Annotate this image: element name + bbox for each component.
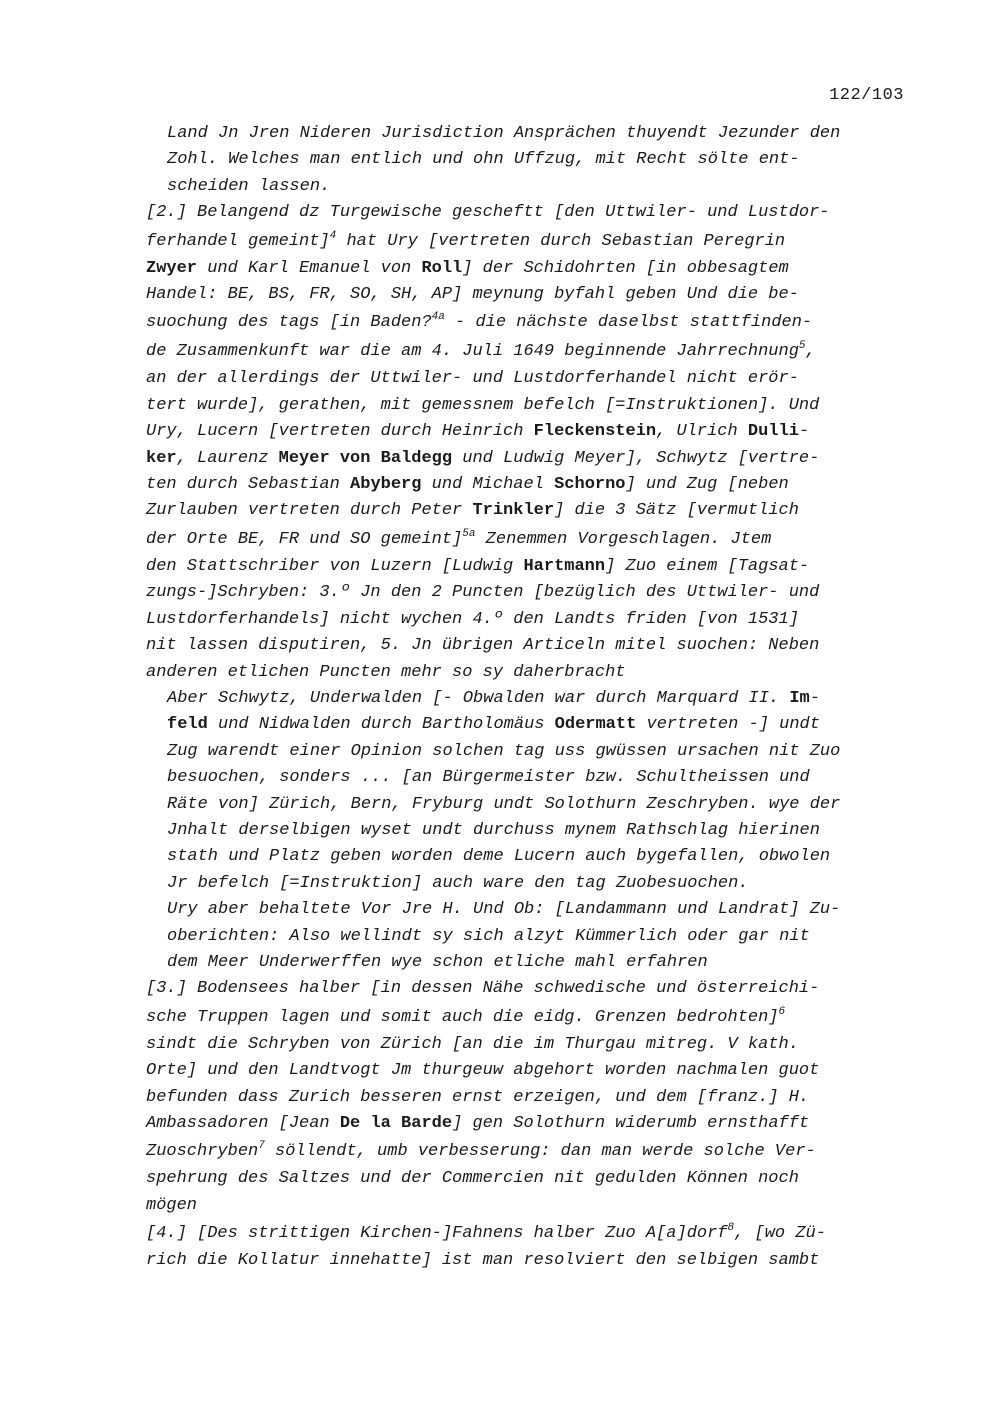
item-3-paragraph — [146, 976, 906, 1219]
text-line: [4.] [Des strittigen Kirchen-]Fahnens halber Zuo A[a]dorf$^8$, [wo Zü- — [146, 1222, 826, 1244]
text-line: befunden dass Zurich besseren ernst erzeigen, und dem [franz.] H. — [146, 1087, 810, 1107]
text-line: Jr befelch [=Instruktion] auch ware den tag Zuobesuochen. — [167, 873, 749, 893]
text-line: Zurlauben vertreten durch Peter Trinkler] die 3 Sätz [vermutlich — [146, 501, 799, 521]
text-line: [2.] Belangend dz Turgewische gescheftt [den Uttwiler- und Lustdor- — [146, 203, 830, 223]
text-line: ferhandel gemeint]$^4$ hat Ury [vertreten durch Sebastian Peregrin — [146, 229, 786, 251]
text-line: Lustdorferhandels] nicht wychen 4.º den Landts friden [von 1531] — [146, 609, 799, 629]
text-line: dem Meer Underwerffen wye schon etliche mahl erfahren — [167, 952, 708, 972]
text-line: ten durch Sebastian Abyberg und Michael Schorno] und Zug [neben — [146, 475, 789, 495]
text-line: Ury, Lucern [vertreten durch Heinrich Fleckenstein, Ulrich Dulli- — [146, 422, 810, 442]
text-line: suochung des tags [in Baden?$^{4a}$ - die nächste daselbst stattfinden- — [146, 311, 813, 333]
text-line: feld und Nidwalden durch Bartholomäus Odermatt vertreten -] undt — [167, 715, 820, 735]
text-line: Zuoschryben$^7$ söllendt, umb verbesserung: dan man werde solche Ver- — [146, 1140, 816, 1162]
text-line: Ambassadoren [Jean De la Barde] gen Solothurn widerumb ernsthafft — [146, 1114, 810, 1133]
text-line: scheiden lassen. — [167, 176, 331, 196]
text-line: Ury aber behaltete Vor Jre H. Und Ob: [Landammann und Landrat] Zu- — [167, 900, 841, 920]
text-line: besuochen, sonders ... [an Bürgermeister bzw. Schultheissen und — [167, 768, 810, 788]
text-line: der Orte BE, FR und SO gemeint]$^{5a}$ Zenemmen Vorgeschlagen. Jtem — [146, 527, 772, 549]
text-line: Orte] und den Landtvogt Jm thurgeuw abgehort worden nachmalen guot — [146, 1061, 820, 1081]
text-line: Handel: BE, BS, FR, SO, SH, AP] meynung byfahl geben Und die be- — [146, 285, 799, 305]
continuation-paragraph — [146, 121, 906, 200]
text-line: sindt die Schryben von Zürich [an die im Thurgau mitreg. V kath. — [146, 1034, 799, 1054]
text-line: ker, Laurenz Meyer von Baldegg und Ludwig Meyer], Schwytz [vertre- — [146, 448, 820, 468]
text-line: Aber Schwytz, Underwalden [- Obwalden war durch Marquard II. Im- — [167, 688, 820, 708]
item-4-paragraph — [146, 1219, 906, 1274]
text-line: Zug warendt einer Opinion solchen tag uss gwüssen ursachen nit Zuo — [167, 741, 841, 761]
document-body — [146, 121, 906, 1275]
text-line: spehrung des Saltzes und der Commercien nit gedulden Können noch — [146, 1169, 799, 1189]
text-line: mögen — [146, 1195, 198, 1215]
text-line: nit lassen disputiren, 5. Jn übrigen Articeln mitel suochen: Neben — [146, 636, 820, 656]
text-line: de Zusammenkunft war die am 4. Juli 1649 beginnende Jahrrechnung$^5$, — [146, 340, 816, 362]
text-line: oberichten: Also wellindt sy sich alzyt Kümmerlich oder gar nit — [167, 926, 810, 946]
text-line: tert wurde], gerathen, mit gemessnem befelch [=Instruktionen]. Und — [146, 395, 820, 415]
text-line: den Stattschriber von Luzern [Ludwig Hartmann] Zuo einem [Tagsat- — [146, 556, 810, 576]
text-line: Land Jn Jren Nideren Jurisdiction Ansprächen thuyendt Jezunder den — [167, 124, 841, 143]
item-2-paragraph — [146, 200, 906, 686]
text-line: Zwyer und Karl Emanuel von Roll] der Schidohrten [in obbesagtem — [146, 258, 789, 278]
item-2-uri-paragraph — [146, 897, 906, 976]
text-line: stath und Platz geben worden deme Lucern auch bygefallen, obwolen — [167, 847, 831, 867]
text-line: Jnhalt derselbigen wyset undt durchuss mynem Rathschlag hierinen — [167, 820, 820, 840]
text-line: Zohl. Welches man entlich und ohn Uffzug, mit Recht sölte ent- — [167, 150, 800, 170]
page-number: 122/103 — [829, 86, 904, 105]
text-line: sche Truppen lagen und somit auch die eidg. Grenzen bedrohten]$^6$ — [146, 1005, 786, 1027]
item-2-continuation-paragraph — [146, 686, 906, 897]
text-line: [3.] Bodensees halber [in dessen Nähe schwedische und österreichi- — [146, 979, 820, 999]
text-line: an der allerdings der Uttwiler- und Lustdorferhandel nicht erör- — [146, 369, 799, 389]
text-line: anderen etlichen Puncten mehr so sy daherbracht — [146, 662, 626, 682]
text-line: zungs-]Schryben: 3.º Jn den 2 Puncten [bezüglich des Uttwiler- und — [146, 583, 820, 603]
text-line: Räte von] Zürich, Bern, Fryburg undt Solothurn Zeschryben. wye der — [167, 794, 841, 814]
text-line: rich die Kollatur innehatte] ist man resolviert den selbigen sambt — [146, 1251, 820, 1271]
